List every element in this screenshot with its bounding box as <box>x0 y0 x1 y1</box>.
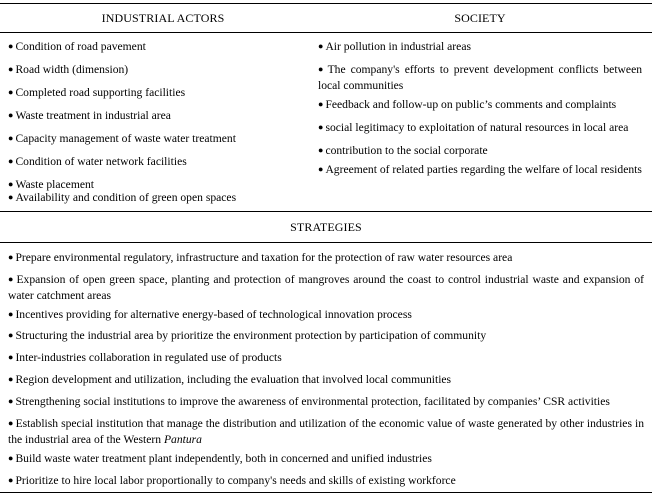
bullet-icon: ● <box>8 374 14 384</box>
bullet-icon: ● <box>8 274 15 284</box>
list-item: ● Condition of road pavement <box>8 40 146 53</box>
bullet-icon: ● <box>8 156 14 166</box>
bullet-icon: ● <box>8 475 14 485</box>
bullet-icon: ● <box>8 330 14 340</box>
list-item: ● Completed road supporting facilities <box>8 86 186 99</box>
list-item: ● Feedback and follow-up on public’s comments and complaints <box>318 98 617 111</box>
bullet-icon: ● <box>8 309 14 319</box>
bullet-icon: ● <box>8 352 14 362</box>
list-item: ● Structuring the industrial area by prioritize the environment protection by participation of community <box>8 329 487 342</box>
bullet-icon: ● <box>318 145 324 155</box>
list-item: ● Road width (dimension) <box>8 63 129 76</box>
list-item: ● Prepare environmental regulatory, infrastructure and taxation for the protection of raw water resources area <box>8 251 513 264</box>
bullet-icon: ● <box>8 418 14 428</box>
bullet-icon: ● <box>8 192 14 202</box>
bullet-icon: ● <box>8 87 14 97</box>
bullet-icon: ● <box>8 252 14 262</box>
header-rule <box>0 32 652 33</box>
bullet-icon: ● <box>318 99 324 109</box>
list-item: ● contribution to the social corporate <box>318 144 488 157</box>
bullet-icon: ● <box>8 110 14 120</box>
list-item: ● Expansion of open green space, planting and protection of mangroves around the coast to control industrial waste and expansion of water catchment areas <box>8 273 644 302</box>
list-item: ● Build waste water treatment plant independently, both in concerned and unified industries <box>8 452 432 465</box>
italic-place-name: Pantura <box>163 433 202 446</box>
bullet-icon: ● <box>8 133 14 143</box>
bullet-icon: ● <box>8 396 14 406</box>
list-item: ● Capacity management of waste water treatment <box>8 132 236 145</box>
bullet-icon: ● <box>8 64 14 74</box>
list-item: ● social legitimacy to exploitation of natural resources in local area <box>318 121 629 134</box>
list-item: ● Waste placement <box>8 178 95 191</box>
bullet-icon: ● <box>318 164 324 174</box>
section-rule <box>0 211 652 212</box>
header-society: SOCIETY <box>454 11 506 25</box>
table-bottom-rule <box>0 492 652 493</box>
list-item: ● The company's efforts to prevent development conflicts between local communities <box>318 63 643 92</box>
header-industrial-actors: INDUSTRIAL ACTORS <box>101 11 225 25</box>
table-top-rule <box>0 3 652 4</box>
list-item: ● Strengthening social institutions to improve the awareness of environmental protection, facilitated by companies’ CSR activities <box>8 395 610 408</box>
header-strategies: STRATEGIES <box>290 220 362 234</box>
list-item: ● Waste treatment in industrial area <box>8 109 171 122</box>
bullet-icon: ● <box>8 41 14 51</box>
list-item: ● Region development and utilization, including the evaluation that involved local communities <box>8 373 452 386</box>
list-item: ● Establish special institution that manage the distribution and utilization of the economic value of waste generated by other industries in the industrial area of the Western Pantura <box>8 417 645 446</box>
list-item: ● Availability and condition of green open spaces <box>8 191 237 204</box>
strategies-header-rule <box>0 242 652 243</box>
list-item: ● Air pollution in industrial areas <box>318 40 471 53</box>
bullet-icon: ● <box>8 179 14 189</box>
bullet-icon: ● <box>318 122 324 132</box>
list-item: ● Inter-industries collaboration in regulated use of products <box>8 351 282 364</box>
bullet-icon: ● <box>318 64 326 74</box>
list-item: ● Agreement of related parties regarding the welfare of local residents <box>318 163 642 176</box>
list-item: ● Prioritize to hire local labor proportionally to company's needs and skills of existing workforce <box>8 474 456 487</box>
list-item: ● Incentives providing for alternative energy-based of technological innovation process <box>8 308 412 321</box>
bullet-icon: ● <box>8 453 14 463</box>
bullet-icon: ● <box>318 41 324 51</box>
list-item: ● Condition of water network facilities <box>8 155 187 168</box>
